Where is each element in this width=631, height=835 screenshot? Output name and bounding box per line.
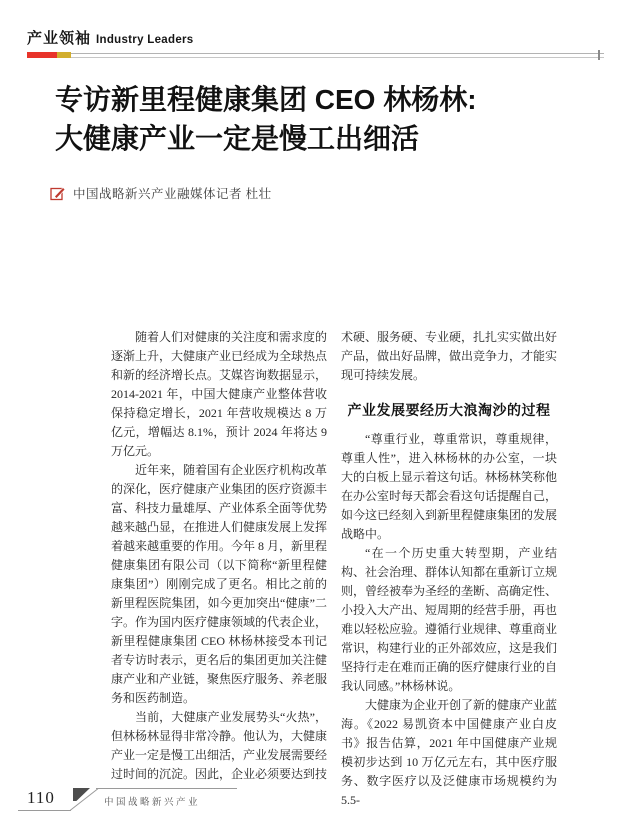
paragraph: 大健康为企业开创了新的健康产业蓝海。《2022 易凯资本中国健康产业白皮书》报告估算，2021 年中国健康产业规模初步达到 10 万亿元左右，其中医疗服务、数字医疗以及泛健康市场规模约为 5.5- — [341, 698, 558, 807]
page-number: 110 — [27, 788, 55, 807]
header-rule-line-top — [27, 53, 604, 54]
section-title-cn: 产业领袖 — [27, 31, 92, 47]
gold-accent-bar — [57, 52, 71, 58]
pen-edit-icon — [50, 185, 66, 201]
section-title-en: Industry Leaders — [96, 34, 194, 46]
section-subheading: 产业发展要经历大浪淘沙的过程 — [347, 402, 551, 418]
footer-rule-top — [96, 788, 237, 789]
paragraph: 随着人们对健康的关注度和需求度的逐渐上升，大健康产业已经成为全球热点和新的经济增长点。艾媒咨询数据显示，2014-2021 年，中国大健康产业整体营收保持稳定增长，2021 年营收规模达 8 万亿元，增幅达 8.1%，预计 2024 年将达 9 万亿元。 — [111, 330, 328, 458]
body-column-left — [111, 328, 327, 784]
journal-name: 中国战略新兴产业 — [104, 798, 201, 808]
footer-rule-under-pagenum — [18, 810, 71, 811]
header-rule-end-tick — [598, 50, 600, 60]
paragraph: 近年来，随着国有企业医疗机构改革的深化，医疗健康产业集团的医疗资源丰富、科技力量雄厚、产业体系全面等优势越来越凸显，在推进人们健康发展上发挥着越来越重要的作用。今年 8 月，新里程健康集团有限公司（以下简称“新里程健康集团”）刚刚完成了更名。相比之前的新里程医院集团，如今更加突出“健康”二字。作为国内医疗健康领域的代表企业，新里程健康集团 CEO 林杨林接受本刊记者专访时表示，更名后的集团更加关注健康产业和产业链，聚焦医疗服务、养老服务和医药制造。 — [111, 463, 328, 705]
byline-text: 中国战略新兴产业融媒体记者 杜壮 — [73, 187, 272, 201]
byline — [50, 184, 272, 202]
header-rule — [27, 52, 604, 59]
paragraph-continued: 术硬、服务硬、专业硬，扎扎实实做出好产品，做出好品牌，做出竞争力，才能实现可持续发展。 — [341, 330, 558, 382]
article-title-line-2: 大健康产业一定是慢工出细活 — [55, 123, 420, 154]
body-column-right — [341, 328, 557, 810]
red-accent-bar — [27, 52, 57, 58]
article-title — [55, 80, 595, 158]
paragraph: “在一个历史重大转型期，产业结构、社会治理、群体认知都在重新订立规则，曾经被奉为圣经的垄断、高确定性、小投入大产出、短周期的经营手册，再也难以轻松应验。遵循行业规律、尊重商业常识，构建行业的正外部效应，这是我们坚持行走在难而正确的医疗健康行业的自我认同感。”林杨林说。 — [341, 546, 558, 693]
header-rule-line-bottom — [27, 57, 604, 58]
article-title-line-1: 专访新里程健康集团 CEO 林杨林: — [55, 84, 477, 115]
section-header — [27, 27, 193, 48]
paragraph: 当前，大健康产业发展势头“火热”，但林杨林显得非常冷静。他认为，大健康产业一定是慢工出细活，产业发展需要经过时间的沉淀。因此，企业必须要达到技 — [111, 710, 328, 781]
paragraph: “尊重行业，尊重常识，尊重规律，尊重人性”，进入林杨林的办公室，一块大的白板上显示着这句话。林杨林笑称他在办公室时每天都会看这句话提醒自己，如今这已经刻入到新里程健康集团的发展战略中。 — [341, 432, 558, 541]
